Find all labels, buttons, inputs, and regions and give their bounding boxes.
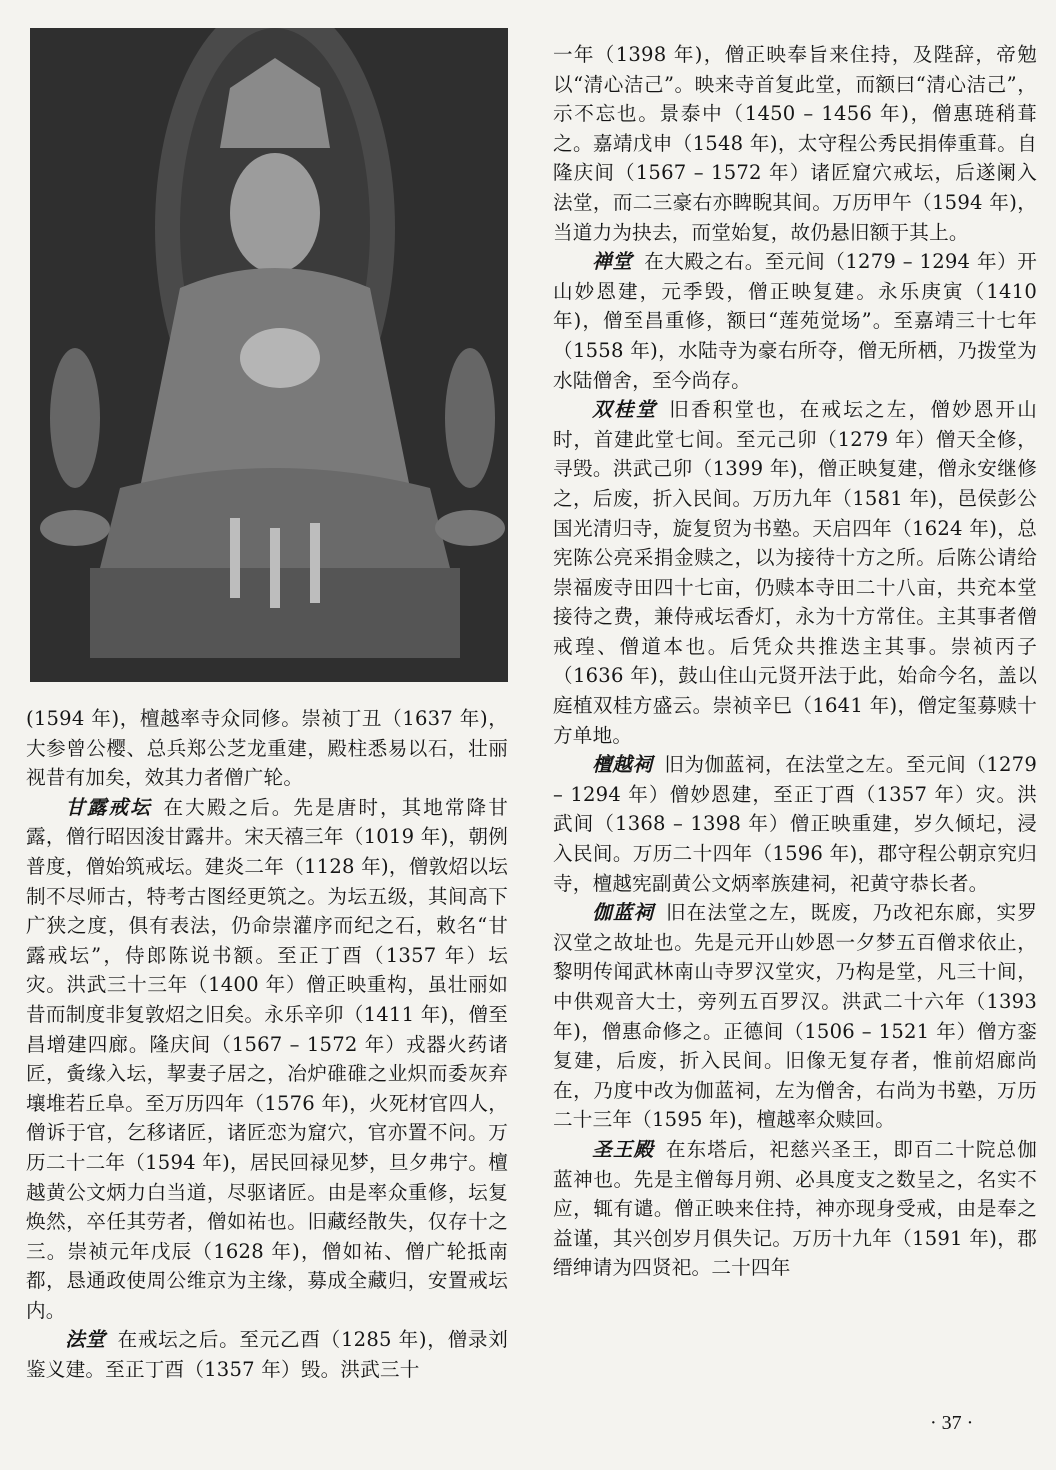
paragraph-tanyue-ci (553, 750, 1037, 898)
paragraph-text: 在东塔后，祀慈兴圣王，即百二十院总伽蓝神也。先是主僧每月朔、必具度支之数呈之，名实不应，辄有谴。僧正映来住持，神亦现身受戒，由是奉之益谨，其兴创岁月俱失记。万历十九年（1591 年)，郡缙绅请为四贤祀。二十四年 (553, 1137, 1037, 1280)
section-heading: 甘露戒坛 (65, 795, 152, 819)
paragraph-text: 旧为伽蓝祠，在法堂之左。至元间（1279 – 1294 年）僧妙恩建，至正丁酉（1357 年）灾。洪武间（1368 – 1398 年）僧正映重建，岁久倾圮，浸入民间。万历二十四年（1596 年)，郡守程公朝京究归寺，檀越宪副黄公文炳率族建祠，祀黄守恭长者。 (553, 753, 1037, 895)
page-number: · 37 · (930, 1412, 974, 1434)
paragraph-text: 旧在法堂之左，既废，乃改祀东廊，实罗汉堂之故址也。先是元开山妙恩一夕梦五百僧求依止，黎明传闻武林南山寺罗汉堂灾，乃构是堂，凡三十间，中供观音大士，旁列五百罗汉。洪武二十六年（1393 年)，僧惠命修之。正德间（1506 – 1521 年）僧方銮复建，后废，折入民间。旧像无复存者，惟前炤廊尚在，乃度中改为伽蓝祠，左为僧舍，右尚为书塾，万历二十三年（1595 年)，檀越率众赎回。 (553, 901, 1037, 1132)
paragraph-fatang (26, 1325, 508, 1384)
paragraph-text: 在大殿之右。至元间（1279 – 1294 年）开山妙恩建，元季毁，僧正映复建。永乐庚寅（1410 年)，僧至昌重修，额曰“莲苑觉场”。至嘉靖三十七年（1558 年)，水陆寺为豪右所夺，僧无所栖，乃拨堂为水陆僧舍，至今尚存。 (553, 250, 1037, 392)
section-heading: 檀越祠 (592, 753, 653, 777)
paragraph-chantang (553, 247, 1037, 395)
paragraph-text: (1594 年)，檀越率寺众同修。崇祯丁丑（1637 年)，大参曾公樱、总兵郑公芝龙重建，殿柱悉易以石，壮丽视昔有加矣，效其力者僧广轮。 (26, 707, 508, 790)
paragraph-shengwang-dian (553, 1135, 1037, 1283)
paragraph-text: 在大殿之后。先是唐时，其地常降甘露，僧行昭因浚甘露井。宋天禧三年（1019 年)，朝例普度，僧始筑戒坛。建炎二年（1128 年)，僧敦炤以坛制不尽师古，特考古图经更筑之。为坛五级，其间高下广狭之度，俱有表法，仍命崇灌序而纪之石，敕名“甘露戒坛”，侍郎陈说书额。至正丁酉（1357 年）坛灾。洪武三十三年（1400 年）僧正映重构，虽壮丽如昔而制度非复敦炤之旧矣。永乐辛卯（1411 年)，僧至昌增建四廊。隆庆间（1567 – 1572 年）戎器火药诸匠，夤缘入坛，挈妻子居之，冶炉碓碓之业炽而委灰弃壤堆若丘阜。至万历四年（1576 年)，火死材官四人，僧诉于官，乞移诸匠，诸匠恋为窟穴，官亦置不问。万历二十二年（1594 年)，居民回禄见梦，旦夕弗宁。檀越黄公文炳力白当道，尽驱诸匠。由是率众重修，坛复焕然，卒任其劳者，僧如祐也。旧藏经散失，仅存十之三。崇祯元年戊辰（1628 年)，僧如祐、僧广轮抵南都，恳通政使周公维京为主缘，募成全藏归，安置戒坛内。 (26, 795, 508, 1322)
section-heading: 法堂 (65, 1328, 106, 1352)
section-heading: 圣王殿 (592, 1137, 655, 1161)
paragraph-shuanggui-tang (553, 395, 1037, 750)
paragraph-jialan-ci (553, 898, 1037, 1135)
section-heading: 伽蓝祠 (592, 901, 655, 925)
paragraph-ganlu-jietan (26, 793, 508, 1326)
buddha-statue-photo (30, 28, 508, 682)
paragraph-continued (26, 704, 508, 793)
statue-illustration (30, 28, 508, 682)
section-heading: 禅堂 (592, 250, 633, 274)
right-text-column (553, 40, 1037, 1283)
paragraph-text: 旧香积堂也，在戒坛之左，僧妙恩开山时，首建此堂七间。至元己卯（1279 年）僧天全修，寻毁。洪武己卯（1399 年)，僧正映复建，僧永安继修之，后废，折入民间。万历九年（1581 年)，邑侯彭公国光清归寺，旋复贸为书塾。天启四年（1624 年)，总宪陈公亮采捐金赎之，以为接待十方之所。后陈公请给崇福废寺田四十七亩，仍赎本寺田二十八亩，共充本堂接待之费，兼侍戒坛香灯，永为十方常住。主其事者僧戒瑝、僧道本也。后凭众共推迭主其事。崇祯丙子（1636 年)，鼓山住山元贤开法于此，始命今名，盖以庭植双桂方盛云。崇祯辛巳（1641 年)，僧定玺募赎十方单地。 (553, 398, 1037, 747)
left-text-column (26, 704, 508, 1385)
section-heading: 双桂堂 (592, 398, 658, 422)
paragraph-text: 一年（1398 年)，僧正映奉旨来住持，及陛辞，帝勉以“清心洁己”。映来寺首复此堂，而额曰“清心洁己”，示不忘也。景泰中（1450 – 1456 年)，僧惠琏稍葺之。嘉靖戊申（1548 年)，太守程公秀民捐俸重葺。自隆庆间（1567 – 1572 年）诸匠窟穴戒坛，后遂阑入法堂，而二三豪右亦睥睨其间。万历甲午（1594 年)，当道力为抉去，而堂始复，故仍悬旧额于其上。 (553, 43, 1037, 244)
paragraph-text: 在戒坛之后。至元乙酉（1285 年)，僧录刘鉴义建。至正丁酉（1357 年）毁。洪武三十 (26, 1328, 508, 1382)
paragraph-continued (553, 40, 1037, 247)
